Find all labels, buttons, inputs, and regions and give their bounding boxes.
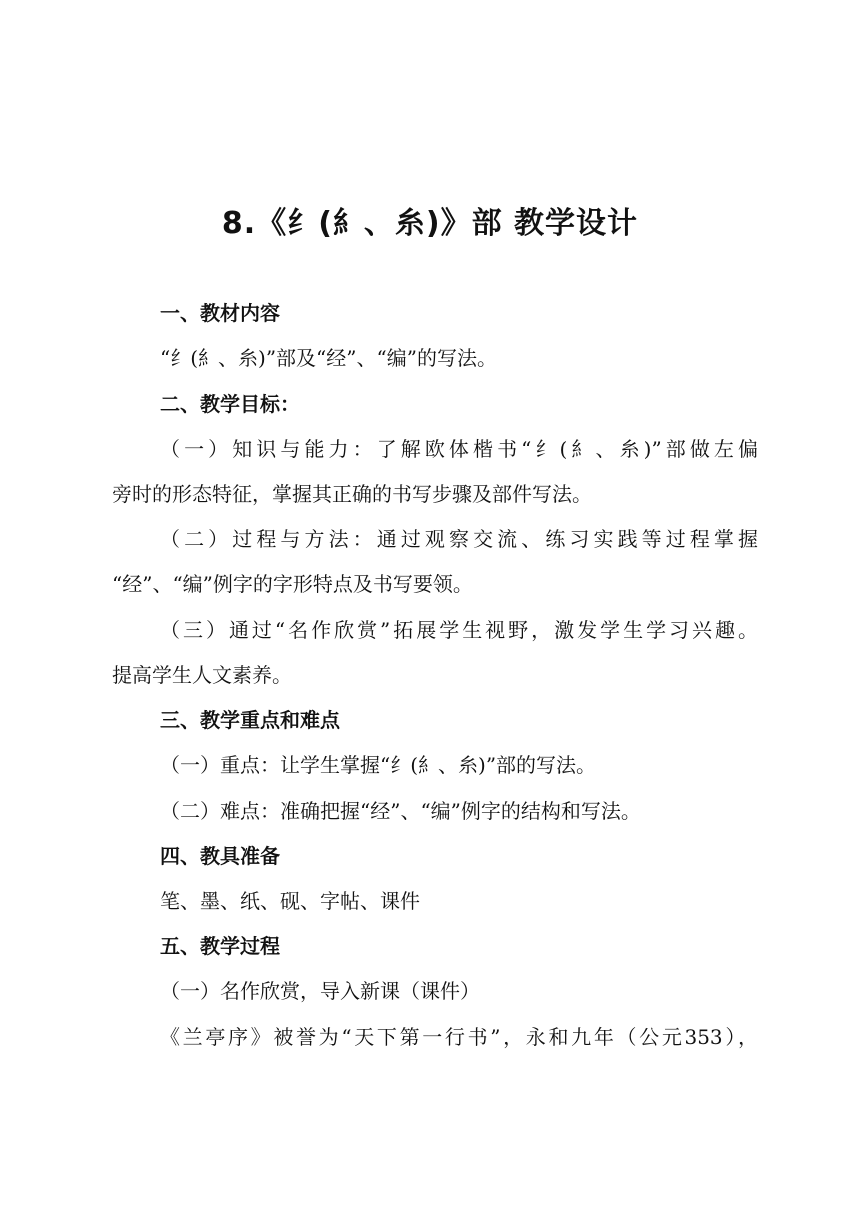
paragraph-goal-1-line-1: （一）知识与能力：了解欧体楷书“纟(糹、糸)”部做左偏 [160,437,758,461]
page-title: 8.《纟(糹、糸)》部 教学设计 [221,206,639,241]
paragraph-difficult-point: （二）难点：准确把握“经”、“编”例字的结构和写法。 [160,799,641,823]
section-heading-process: 五、教学过程 [160,934,280,958]
paragraph-lantingxu: 《兰亭序》被誉为“天下第一行书”，永和九年（公元353）， [160,1025,758,1049]
section-heading-goals: 二、教学目标： [160,392,300,416]
paragraph-goal-3-line-2: 提高学生人文素养。 [112,663,292,687]
paragraph-goal-1-line-2: 旁时的形态特征，掌握其正确的书写步骤及部件写法。 [112,482,592,506]
section-heading-tools: 四、教具准备 [160,844,280,868]
section-heading-key-points: 三、教学重点和难点 [160,708,340,732]
paragraph-tools: 笔、墨、纸、砚、字帖、课件 [160,889,420,913]
paragraph-goal-2-line-2: “经”、“编”例字的字形特点及书写要领。 [112,572,473,596]
paragraph-materials: “纟(糹、糸)”部及“经”、“编”的写法。 [160,346,497,370]
section-heading-materials: 一、教材内容 [160,301,280,325]
paragraph-goal-3-line-1: （三）通过“名作欣赏”拓展学生视野，激发学生学习兴趣。 [160,618,758,642]
paragraph-key-point: （一）重点：让学生掌握“纟(糹、糸)”部的写法。 [160,753,597,777]
paragraph-goal-2-line-1: （二）过程与方法：通过观察交流、练习实践等过程掌握 [160,527,758,551]
paragraph-process-step-1: （一）名作欣赏，导入新课（课件） [160,979,480,1003]
